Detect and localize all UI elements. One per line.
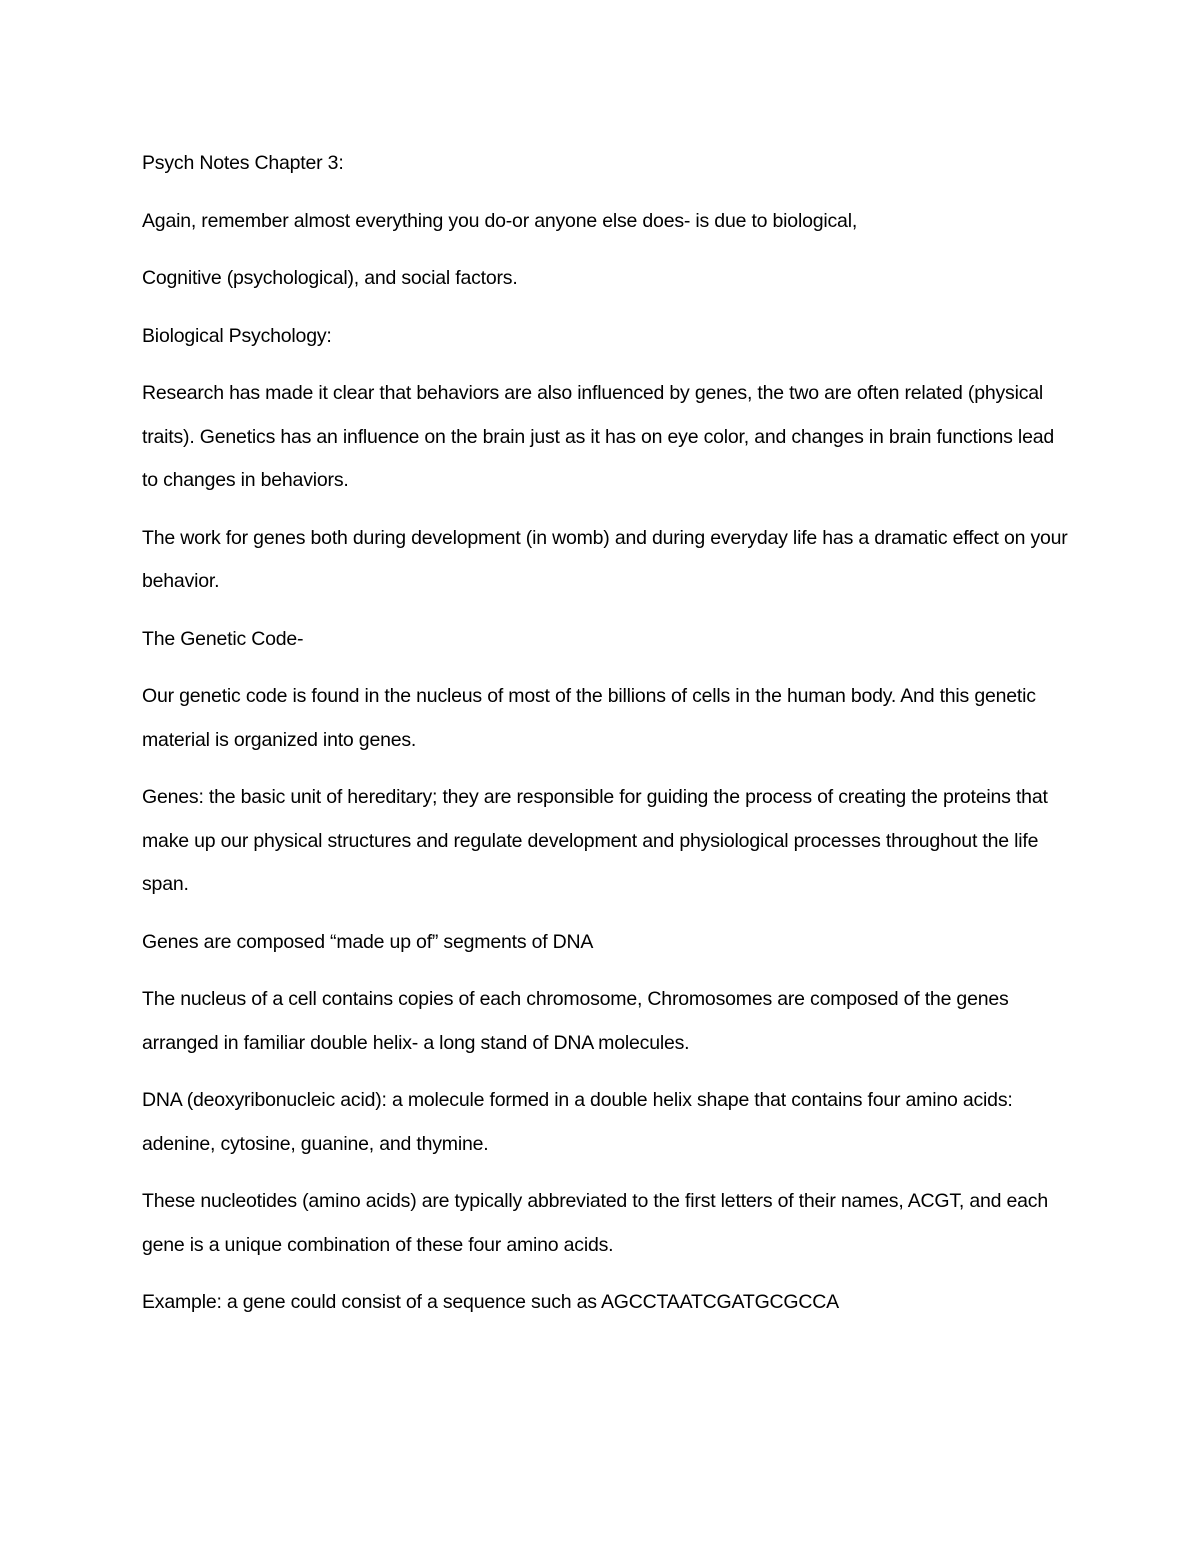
paragraph-dna-segments: Genes are composed “made up of” segments of DNA <box>142 930 594 953</box>
paragraph-genes-definition: Genes: the basic unit of hereditary; they are responsible for guiding the process of creating the proteins that make up our physical structures and regulate development and physiological processes throughout the life span. <box>142 786 1048 895</box>
heading-genetic-code: The Genetic Code- <box>142 627 304 650</box>
document-title: Psych Notes Chapter 3: <box>142 152 344 174</box>
heading-biological-psychology: Biological Psychology: <box>142 324 332 347</box>
paragraph-intro: Again, remember almost everything you do-or anyone else does- is due to biological, <box>142 209 858 232</box>
paragraph-example: Example: a gene could consist of a sequence such as AGCCTAATCGATGCGCCA <box>142 1291 839 1313</box>
paragraph-dna-definition: DNA (deoxyribonucleic acid): a molecule formed in a double helix shape that contains four amino acids: adenine, cytosine, guanine, and thymine. <box>142 1089 1013 1155</box>
paragraph-development: The work for genes both during development (in womb) and during everyday life has a dramatic effect on your behavior. <box>142 526 1068 592</box>
paragraph-chromosomes: The nucleus of a cell contains copies of each chromosome, Chromosomes are composed of the genes arranged in familiar double helix- a long stand of DNA molecules. <box>142 988 1009 1054</box>
paragraph-genetic-code: Our genetic code is found in the nucleus of most of the billions of cells in the human body. And this genetic material is organized into genes. <box>142 685 1036 751</box>
paragraph-nucleotides: These nucleotides (amino acids) are typically abbreviated to the first letters of their names, ACGT, and each gene is a unique combination of these four amino acids. <box>142 1190 1048 1256</box>
document-body <box>142 142 1072 1339</box>
paragraph-factors: Cognitive (psychological), and social factors. <box>142 267 518 289</box>
paragraph-genes-behavior: Research has made it clear that behaviors are also influenced by genes, the two are often related (physical traits). Genetics has an influence on the brain just as it has on eye color, and changes in brain functions lead to changes in behaviors. <box>142 382 1055 491</box>
